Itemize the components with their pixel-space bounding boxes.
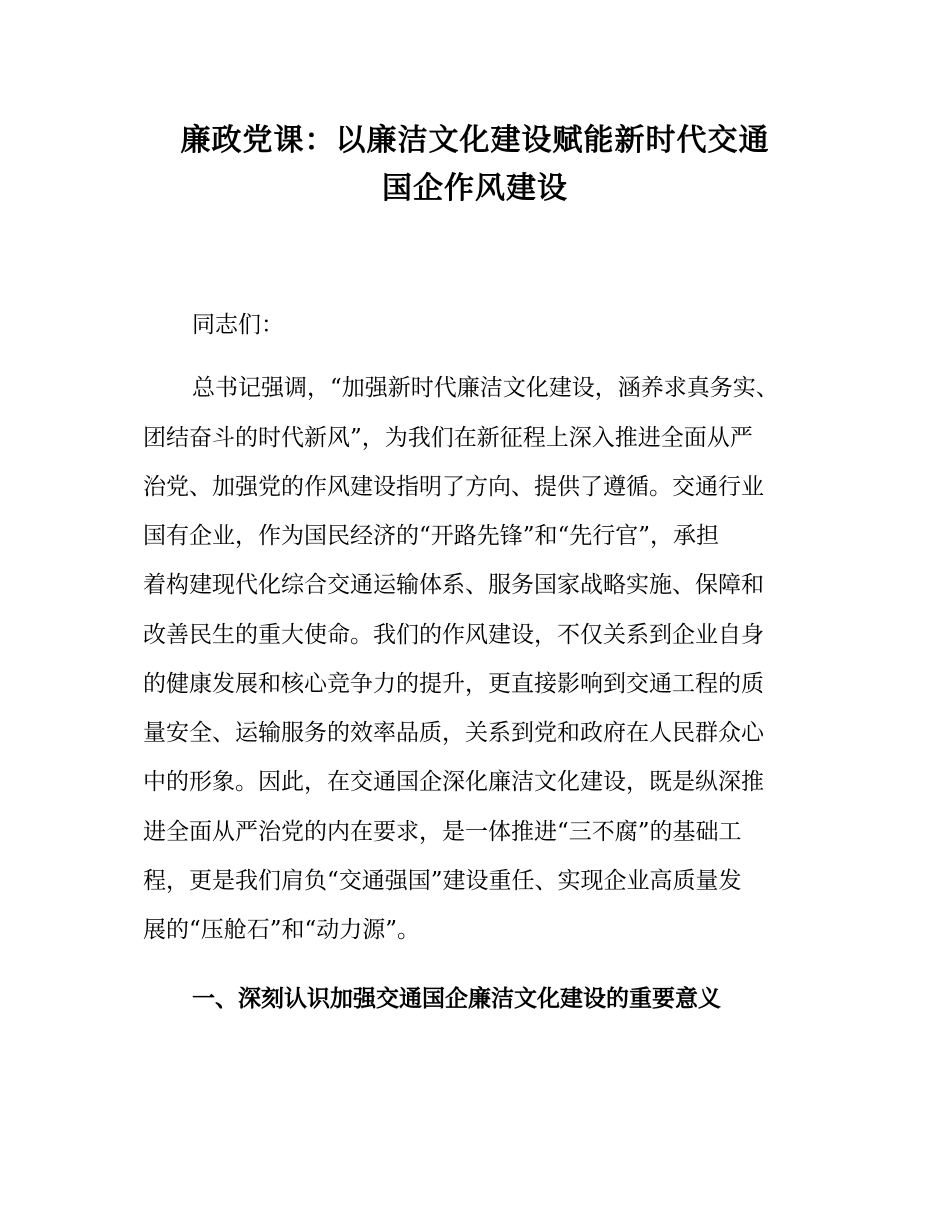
- paragraph-line: 展的“压舱石”和“动力源”。: [143, 917, 421, 943]
- paragraph-line: 程，更是我们肩负“交通强国”建设重任、实现企业高质量发: [143, 868, 742, 894]
- document-title-line-2: 国企作风建设: [382, 171, 568, 206]
- paragraph-line: 的健康发展和核心竞争力的提升，更直接影响到交通工程的质: [143, 671, 764, 697]
- greeting: 同志们：: [192, 312, 284, 338]
- paragraph-line: 国有企业，作为国民经济的“开路先锋”和“先行官”，承担: [143, 523, 720, 549]
- paragraph-line: 团结奋斗的时代新风”，为我们在新征程上深入推进全面从严: [143, 425, 753, 451]
- document-title-line-1: 廉政党课：以廉洁文化建设赋能新时代交通: [180, 123, 770, 158]
- paragraph-line: 量安全、运输服务的效率品质，关系到党和政府在人民群众心: [143, 720, 764, 746]
- paragraph-line: 总书记强调，“加强新时代廉洁文化建设，涵养求真务实、: [192, 375, 779, 401]
- paragraph-line: 进全面从严治党的内在要求，是一体推进“三不腐”的基础工: [143, 819, 742, 845]
- paragraph-line: 治党、加强党的作风建设指明了方向、提供了遵循。交通行业: [143, 474, 764, 500]
- section-heading: 一、深刻认识加强交通国企廉洁文化建设的重要意义: [192, 986, 721, 1012]
- paragraph-line: 中的形象。因此，在交通国企深化廉洁文化建设，既是纵深推: [143, 769, 764, 795]
- paragraph-line: 改善民生的重大使命。我们的作风建设，不仅关系到企业自身: [143, 622, 764, 648]
- paragraph-line: 着构建现代化综合交通运输体系、服务国家战略实施、保障和: [143, 572, 764, 598]
